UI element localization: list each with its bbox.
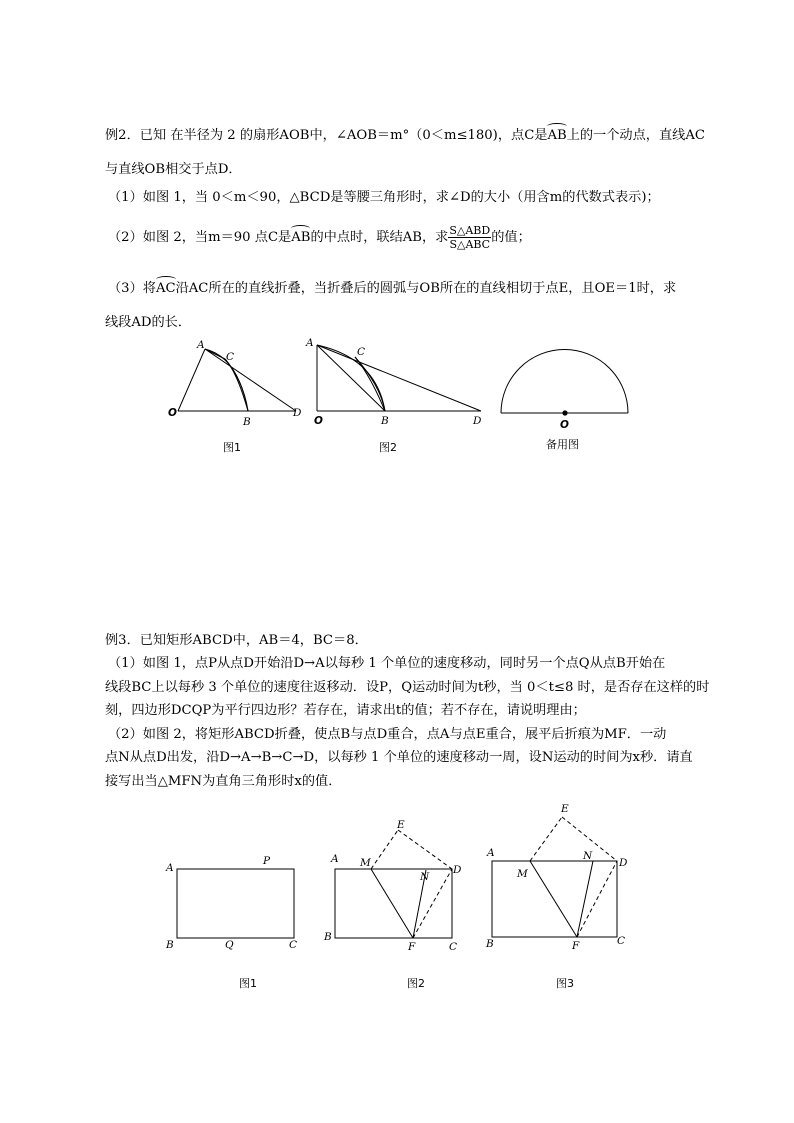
ex3-fig2-label-a: A — [331, 853, 339, 865]
ex3-fig3-label-n: N — [583, 850, 593, 862]
ex3-fig1-caption: 图1 — [239, 977, 257, 990]
ex2-fig1-label-b: B — [243, 416, 251, 428]
ex2-fig2-label-d: D — [473, 415, 482, 427]
fraction-denominator: S△ABC — [449, 238, 491, 251]
ex3-fig2-caption: 图2 — [407, 977, 425, 990]
ex2-fig1-drawing — [178, 349, 296, 411]
ex2-fig2-label-o: O — [314, 415, 323, 427]
ex3-fig3-label-d: D — [619, 857, 628, 869]
ex3-fig2-label-d: D — [453, 864, 462, 876]
ex3-fig3-label-c: C — [617, 935, 626, 947]
ex2-line6: 线段AD的长． — [105, 315, 192, 330]
ex2-fig2-label-a: A — [306, 337, 314, 349]
ex2-line2: 与直线OB相交于点D． — [105, 162, 242, 177]
ex3-fig3-label-e: E — [561, 803, 569, 815]
ex2-line4-b: 的中点时，联结AB，求 — [310, 230, 449, 245]
ex2-fig2-caption: 图2 — [379, 441, 397, 454]
ex3-fig3-caption: 图3 — [556, 977, 574, 990]
ex2-fig1-label-o: O — [168, 407, 177, 419]
fraction-numerator: S△ABD — [449, 224, 491, 237]
ex3-line3: 线段BC上以每秒 3 个单位的速度往返移动．设P，Q运动时间为t秒，当 0＜t≤8 时，是否存在这样的时 — [105, 680, 710, 695]
ex2-fig1-caption: 图1 — [223, 441, 241, 454]
ex3-fig3-drawing — [492, 817, 617, 937]
arc-ab-2: AB — [291, 230, 311, 245]
ex3-fig1-label-b: B — [166, 939, 174, 951]
ex3-line2: （1）如图 1，点P从点D开始沿D→A以每秒 1 个单位的速度移动，同时另一个点Q从点B开始在 — [108, 656, 666, 671]
ex2-line1-a: 例2．已知 在半径为 2 的扇形AOB中，∠AOB＝m°（0＜m≤180)，点C是 — [105, 128, 548, 143]
ex3-fig3-label-b: B — [486, 938, 494, 950]
ex3-fig2-label-f: F — [408, 941, 416, 953]
ex2-fig3-label-o: O — [560, 419, 569, 430]
ex2-line4-c: 的值； — [491, 230, 531, 245]
center-point-o — [562, 410, 567, 415]
ex3-line7: 接写出当△MFN为直角三角形时x的值． — [105, 774, 342, 789]
ex3-fig3-label-a: A — [487, 847, 495, 859]
ex3-fig1-label-q: Q — [225, 939, 234, 951]
ex2-fig2-drawing — [317, 345, 481, 411]
area-ratio-fraction — [448, 224, 491, 251]
ex3-fig3-label-f: F — [572, 940, 580, 952]
ex3-line6: 点N从点D出发，沿D→A→B→C→D，以每秒 1 个单位的速度移动一周，设N运动的时间为x秒．请直 — [105, 750, 693, 765]
ex2-line4-a: （2）如图 2，当m＝90 点C是 — [108, 230, 292, 245]
ex2-line5 — [108, 281, 676, 297]
ex3-line4: 刻，四边形DCQP为平行四边形？若存在，请求出t的值；若不存在，请说明理由； — [105, 703, 586, 718]
ex2-line3: （1）如图 1，当 0＜m＜90，△BCD是等腰三角形时，求∠D的大小（用含m的代数式表示)； — [108, 190, 660, 205]
ex2-line1 — [105, 128, 705, 144]
ex2-fig1-label-d: D — [293, 407, 302, 419]
ex3-fig2-label-n: N — [420, 871, 430, 883]
ex3-fig2-label-m: M — [360, 857, 371, 869]
ex3-fig3-label-m: M — [517, 868, 528, 880]
ex3-line5: （2）如图 2，将矩形ABCD折叠，使点B与点D重合，点A与点E重合，展平后折痕为MF．一动 — [108, 727, 667, 742]
ex3-fig2-label-b: B — [324, 931, 332, 943]
ex2-figures — [0, 330, 794, 430]
ex2-fig1-label-c: C — [226, 351, 235, 363]
ex2-fig3-caption: 备用图 — [546, 438, 579, 451]
ex3-fig1-rect — [177, 869, 294, 938]
ex3-fig1-label-a: A — [166, 862, 174, 874]
ex2-fig3-drawing — [501, 350, 628, 414]
ex2-line5-b: 沿AC所在的直线折叠，当折叠后的圆弧与OB所在的直线相切于点E，且OE＝1时，求 — [175, 281, 677, 296]
arc-ab-1: AB — [547, 128, 567, 143]
ex3-fig1-label-c: C — [289, 939, 298, 951]
ex3-line1: 例3．已知矩形ABCD中，AB＝4，BC＝8． — [105, 633, 368, 648]
ex2-fig2-label-b: B — [381, 415, 389, 427]
ex3-fig1-label-p: P — [263, 855, 271, 867]
ex2-line4 — [108, 224, 531, 251]
ex2-fig2-label-c: C — [357, 346, 366, 358]
ex2-line5-a: （3）将 — [108, 281, 156, 296]
ex2-line1-b: 上的一个动点，直线AC — [566, 128, 705, 143]
arc-ac: AC — [155, 281, 176, 296]
ex2-fig1-label-a: A — [197, 339, 205, 351]
ex3-fig2-drawing — [335, 830, 452, 938]
ex3-fig2-label-e: E — [397, 819, 405, 831]
ex3-figures — [0, 800, 794, 960]
ex3-fig2-label-c: C — [449, 941, 458, 953]
